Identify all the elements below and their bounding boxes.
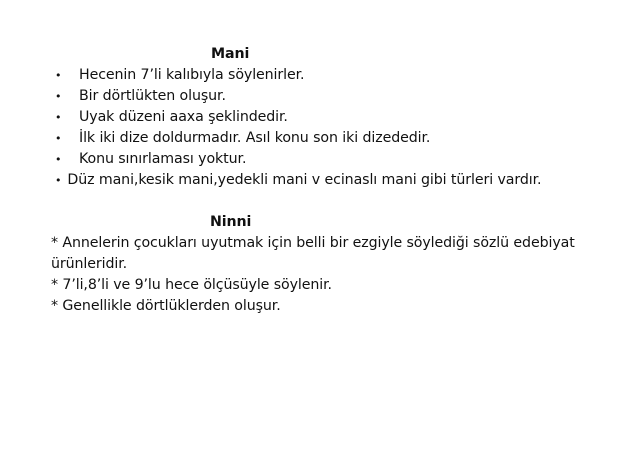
- bullet-icon: •: [55, 153, 62, 166]
- ninni-line: * Genellikle dörtlüklerden oluşur.: [51, 298, 281, 314]
- list-item: • Uyak düzeni aaxa şeklindedir.: [51, 107, 581, 128]
- list-item: • Hecenin 7’li kalıbıyla söylenirler.: [51, 65, 581, 86]
- bullet-icon: •: [55, 174, 62, 187]
- ninni-line: * Annelerin çocukları uyutmak için belli bir ezgiyle söylediği sözlü edebiyat ürünleridir.: [51, 235, 575, 272]
- ninni-heading: Ninni: [210, 214, 252, 230]
- list-item: • Konu sınırlaması yoktur.: [51, 149, 581, 170]
- document-page: [51, 44, 581, 317]
- bullet-icon: •: [55, 69, 62, 82]
- mani-bullet-list: [51, 65, 581, 191]
- mani-heading: Mani: [211, 46, 250, 62]
- list-item: • Bir dörtlükten oluşur.: [51, 86, 581, 107]
- ninni-line: * 7’li,8’li ve 9’lu hece ölçüsüyle söylenir.: [51, 277, 332, 293]
- ninni-text: [51, 233, 581, 317]
- section-spacer: [51, 191, 581, 212]
- list-item: • İlk iki dize doldurmadır. Asıl konu son iki dizededir.: [51, 128, 581, 149]
- bullet-icon: •: [55, 90, 62, 103]
- bullet-icon: •: [55, 132, 62, 145]
- bullet-icon: •: [55, 111, 62, 124]
- list-item: • Düz mani,kesik mani,yedekli mani v ecinaslı mani gibi türleri vardır.: [51, 170, 581, 191]
